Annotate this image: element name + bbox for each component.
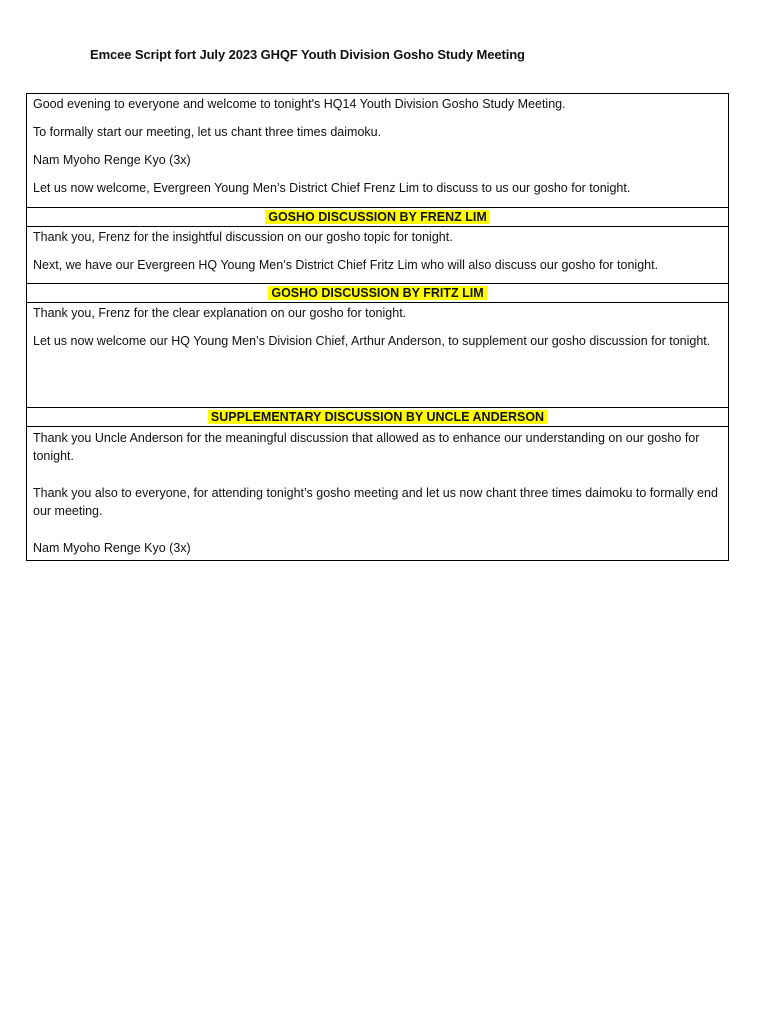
paragraph: Thank you, Frenz for the clear explanation on our gosho for tonight. <box>33 306 407 320</box>
paragraph: Next, we have our Evergreen HQ Young Men’s District Chief Fritz Lim who will also discuss our gosho for tonight. <box>33 258 659 272</box>
paragraph: Let us now welcome, Evergreen Young Men’s District Chief Frenz Lim to discuss to us our gosho for tonight. <box>33 181 631 195</box>
paragraph: Thank you, Frenz for the insightful discussion on our gosho topic for tonight. <box>33 230 453 244</box>
paragraph: Thank you also to everyone, for attending tonight’s gosho meeting and let us now chant three times daimoku to formally end our meeting. <box>33 486 718 518</box>
section-header-fritz <box>27 284 728 303</box>
highlighted-header-text: GOSHO DISCUSSION BY FRENZ LIM <box>265 210 490 224</box>
paragraph: Thank you Uncle Anderson for the meaningful discussion that allowed as to enhance our understanding on our gosho for tonight. <box>33 431 700 463</box>
paragraph: To formally start our meeting, let us chant three times daimoku. <box>33 125 382 139</box>
paragraph: Let us now welcome our HQ Young Men’s Division Chief, Arthur Anderson, to supplement our gosho discussion for tonight. <box>33 334 711 348</box>
section-header-anderson <box>27 408 728 427</box>
highlighted-header-text: GOSHO DISCUSSION BY FRITZ LIM <box>268 286 486 300</box>
section-header-frenz <box>27 208 728 227</box>
fritz-followup-section <box>27 303 728 408</box>
document-title: Emcee Script fort July 2023 GHQF Youth Division Gosho Study Meeting <box>90 47 525 62</box>
highlighted-header-text: SUPPLEMENTARY DISCUSSION BY UNCLE ANDERSON <box>208 410 547 424</box>
paragraph: Nam Myoho Renge Kyo (3x) <box>33 541 191 555</box>
opening-section <box>27 94 728 208</box>
frenz-followup-section <box>27 227 728 284</box>
script-table <box>26 93 729 561</box>
paragraph: Nam Myoho Renge Kyo (3x) <box>33 153 191 167</box>
closing-section <box>27 427 728 560</box>
paragraph: Good evening to everyone and welcome to tonight's HQ14 Youth Division Gosho Study Meeting. <box>33 97 566 111</box>
